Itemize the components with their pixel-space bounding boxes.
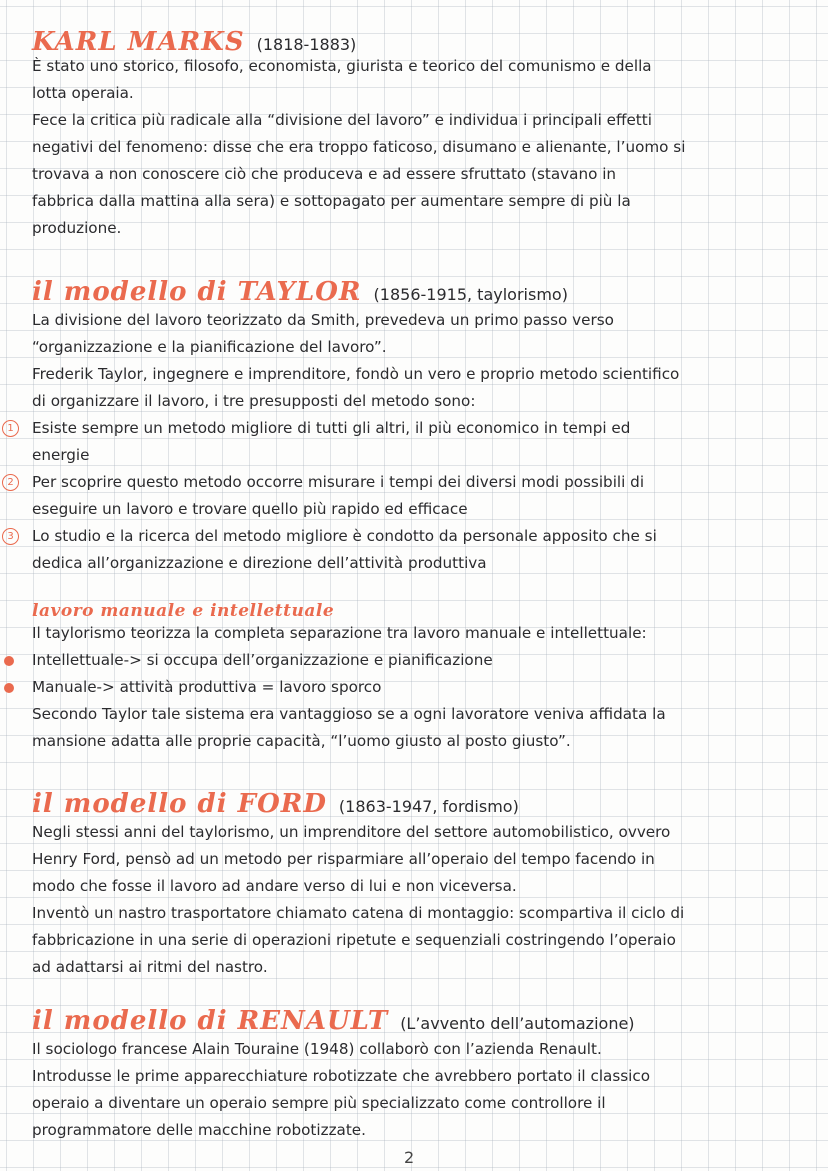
number-three-icon: 3 bbox=[2, 528, 19, 545]
taylor-point bbox=[7, 523, 806, 577]
lavoro-bullet bbox=[32, 674, 806, 701]
ford-line: modo che fosse il lavoro ad andare verso di lui e non viceversa. bbox=[32, 877, 517, 895]
taylor-line: di organizzare il lavoro, i tre presupposti del metodo sono: bbox=[32, 392, 476, 410]
renault-line: Introdusse le prime apparecchiature robotizzate che avrebbero portato il classico bbox=[32, 1067, 651, 1085]
lavoro-intro: Il taylorismo teorizza la completa separazione tra lavoro manuale e intellettuale: bbox=[32, 624, 647, 642]
taylor-title: il modello di TAYLOR bbox=[32, 277, 362, 307]
lavoro-title: lavoro manuale e intellettuale bbox=[32, 601, 335, 621]
lavoro-heading bbox=[32, 600, 806, 622]
bullet-text: Manuale-> attività produttiva = lavoro sporco bbox=[32, 678, 382, 696]
taylor-dates: (1856-1915, taylorismo) bbox=[373, 285, 568, 304]
marx-line: produzione. bbox=[32, 219, 122, 237]
renault-title: il modello di RENAULT bbox=[32, 1006, 389, 1036]
ford-dates: (1863-1947, fordismo) bbox=[338, 797, 519, 816]
ford-line: Inventò un nastro trasportatore chiamato catena di montaggio: scompartiva il ciclo di bbox=[32, 904, 685, 922]
bullet-dot-icon bbox=[4, 683, 14, 693]
marx-line: negativi del fenomeno: disse che era troppo faticoso, disumano e alienante, l’uomo si bbox=[32, 138, 686, 156]
ford-heading bbox=[32, 788, 806, 820]
point-line: eseguire un lavoro e trovare quello più rapido ed efficace bbox=[32, 500, 468, 518]
bullet-text: Intellettuale-> si occupa dell’organizzazione e pianificazione bbox=[32, 651, 493, 669]
lavoro-bullet bbox=[32, 647, 806, 674]
renault-line: programmatore delle macchine robotizzate. bbox=[32, 1121, 366, 1139]
section-lavoro bbox=[32, 600, 806, 755]
ford-line: Henry Ford, pensò ad un metodo per risparmiare all’operaio del tempo facendo in bbox=[32, 850, 655, 868]
point-line: Esiste sempre un metodo migliore di tutti gli altri, il più economico in tempi ed bbox=[32, 419, 631, 437]
taylor-point bbox=[7, 469, 806, 523]
renault-line: Il sociologo francese Alain Touraine (1948) collaborò con l’azienda Renault. bbox=[32, 1040, 602, 1058]
point-line: dedica all’organizzazione e direzione dell’attività produttiva bbox=[32, 554, 487, 572]
marx-line: trovava a non conoscere ciò che produceva e ad essere sfruttato (stavano in bbox=[32, 165, 617, 183]
page-number: 2 bbox=[404, 1148, 415, 1167]
ford-title: il modello di FORD bbox=[32, 789, 327, 819]
taylor-line: Frederik Taylor, ingegnere e imprenditore, fondò un vero e proprio metodo scientifico bbox=[32, 365, 680, 383]
taylor-point bbox=[7, 415, 806, 469]
ford-line: fabbricazione in una serie di operazioni ripetute e sequenziali costringendo l’operaio bbox=[32, 931, 676, 949]
renault-heading bbox=[32, 1005, 806, 1037]
section-ford bbox=[32, 788, 806, 981]
marx-line: È stato uno storico, filosofo, economista, giurista e teorico del comunismo e della bbox=[32, 57, 652, 75]
taylor-line: “organizzazione e la pianificazione del lavoro”. bbox=[32, 338, 387, 356]
number-one-icon: 1 bbox=[2, 420, 19, 437]
ford-line: ad adattarsi ai ritmi del nastro. bbox=[32, 958, 268, 976]
renault-line: operaio a diventare un operaio sempre più specializzato come controllore il bbox=[32, 1094, 606, 1112]
ford-line: Negli stessi anni del taylorismo, un imprenditore del settore automobilistico, ovvero bbox=[32, 823, 671, 841]
marx-line: fabbrica dalla mattina alla sera) e sottopagato per aumentare sempre di più la bbox=[32, 192, 631, 210]
lavoro-line: Secondo Taylor tale sistema era vantaggioso se a ogni lavoratore veniva affidata la bbox=[32, 705, 666, 723]
renault-dates: (L’avvento dell’automazione) bbox=[400, 1014, 635, 1033]
lavoro-line: mansione adatta alle proprie capacità, “l’uomo giusto al posto giusto”. bbox=[32, 732, 571, 750]
section-taylor bbox=[7, 276, 806, 577]
number-two-icon: 2 bbox=[2, 474, 19, 491]
section-marx bbox=[32, 26, 806, 242]
marx-line: Fece la critica più radicale alla “divisione del lavoro” e individua i principali effetti bbox=[32, 111, 652, 129]
marx-dates: (1818-1883) bbox=[256, 35, 357, 54]
marx-line: lotta operaia. bbox=[32, 84, 134, 102]
point-line: Per scoprire questo metodo occorre misurare i tempi dei diversi modi possibili di bbox=[32, 473, 645, 491]
point-line: Lo studio e la ricerca del metodo migliore è condotto da personale apposito che si bbox=[32, 527, 657, 545]
taylor-heading bbox=[32, 276, 806, 308]
taylor-line: La divisione del lavoro teorizzato da Smith, prevedeva un primo passo verso bbox=[32, 311, 614, 329]
marx-title: KARL MARKS bbox=[32, 27, 245, 57]
section-renault bbox=[32, 1005, 806, 1144]
point-line: energie bbox=[32, 446, 90, 464]
bullet-dot-icon bbox=[4, 656, 14, 666]
